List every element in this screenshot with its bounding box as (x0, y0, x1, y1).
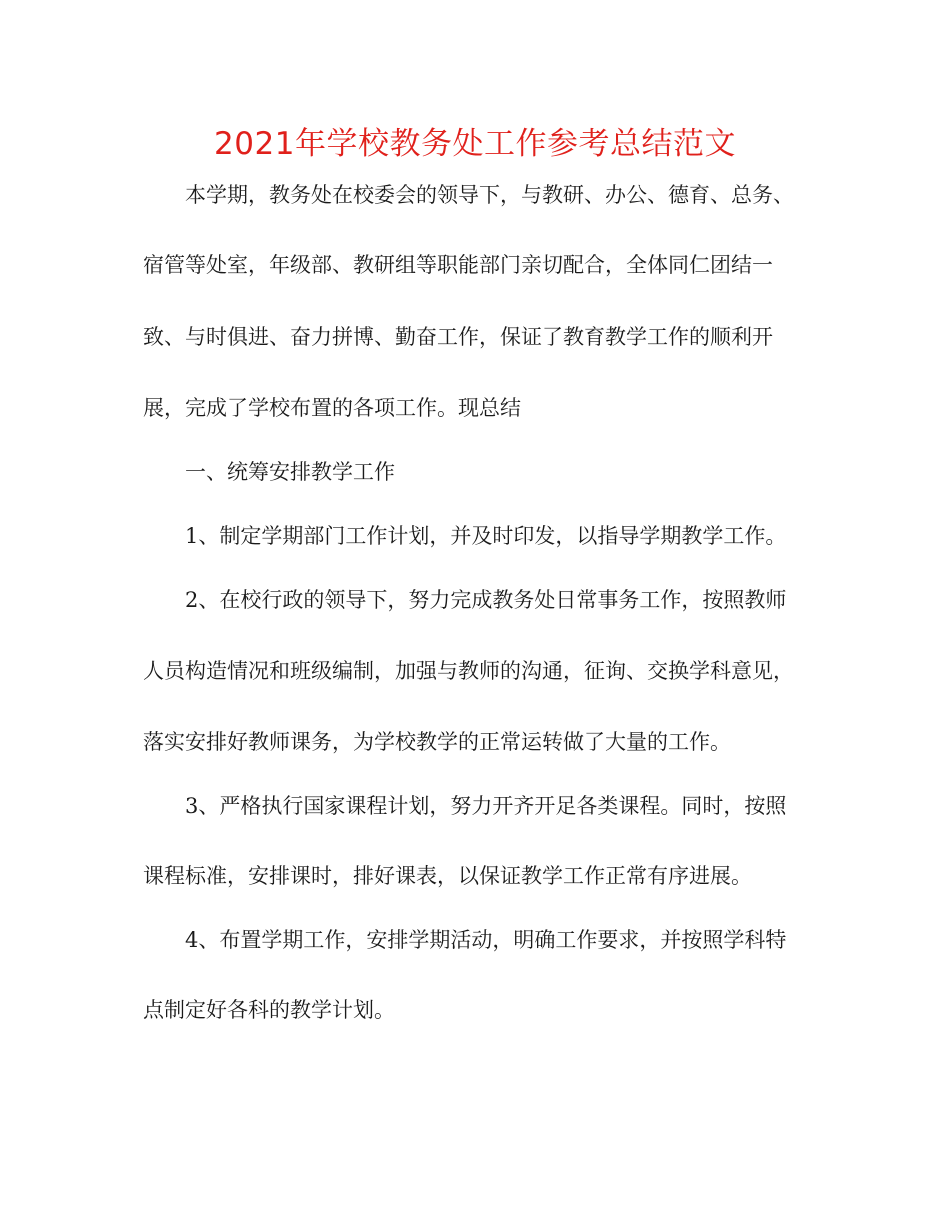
paragraph-line: 课程标准，安排课时，排好课表，以保证教学工作正常有序进展。 (143, 864, 752, 888)
list-item: 4、布置学期工作，安排学期活动，明确工作要求，并按照学科特 (185, 928, 787, 952)
paragraph-line: 致、与时俱进、奋力拼博、勤奋工作，保证了教育教学工作的顺利开 (143, 325, 773, 349)
section-heading: 一、统筹安排教学工作 (185, 460, 395, 484)
list-item: 3、严格执行国家课程计划，努力开齐开足各类课程。同时，按照 (185, 794, 787, 818)
document-title: 2021年学校教务处工作参考总结范文 (214, 126, 736, 162)
paragraph-line: 落实安排好教师课务，为学校教学的正常运转做了大量的工作。 (143, 730, 731, 754)
paragraph-line: 宿管等处室，年级部、教研组等职能部门亲切配合，全体同仁团结一 (143, 253, 773, 277)
paragraph-line: 展，完成了学校布置的各项工作。现总结 (143, 396, 521, 420)
list-item: 2、在校行政的领导下，努力完成教务处日常事务工作，按照教师 (185, 588, 787, 612)
list-item: 1、制定学期部门工作计划，并及时印发，以指导学期教学工作。 (185, 524, 787, 548)
paragraph-line: 人员构造情况和班级编制，加强与教师的沟通，征询、交换学科意见， (143, 659, 794, 683)
paragraph-line: 本学期，教务处在校委会的领导下，与教研、办公、德育、总务、 (185, 183, 794, 207)
paragraph-line: 点制定好各科的教学计划。 (143, 998, 395, 1022)
